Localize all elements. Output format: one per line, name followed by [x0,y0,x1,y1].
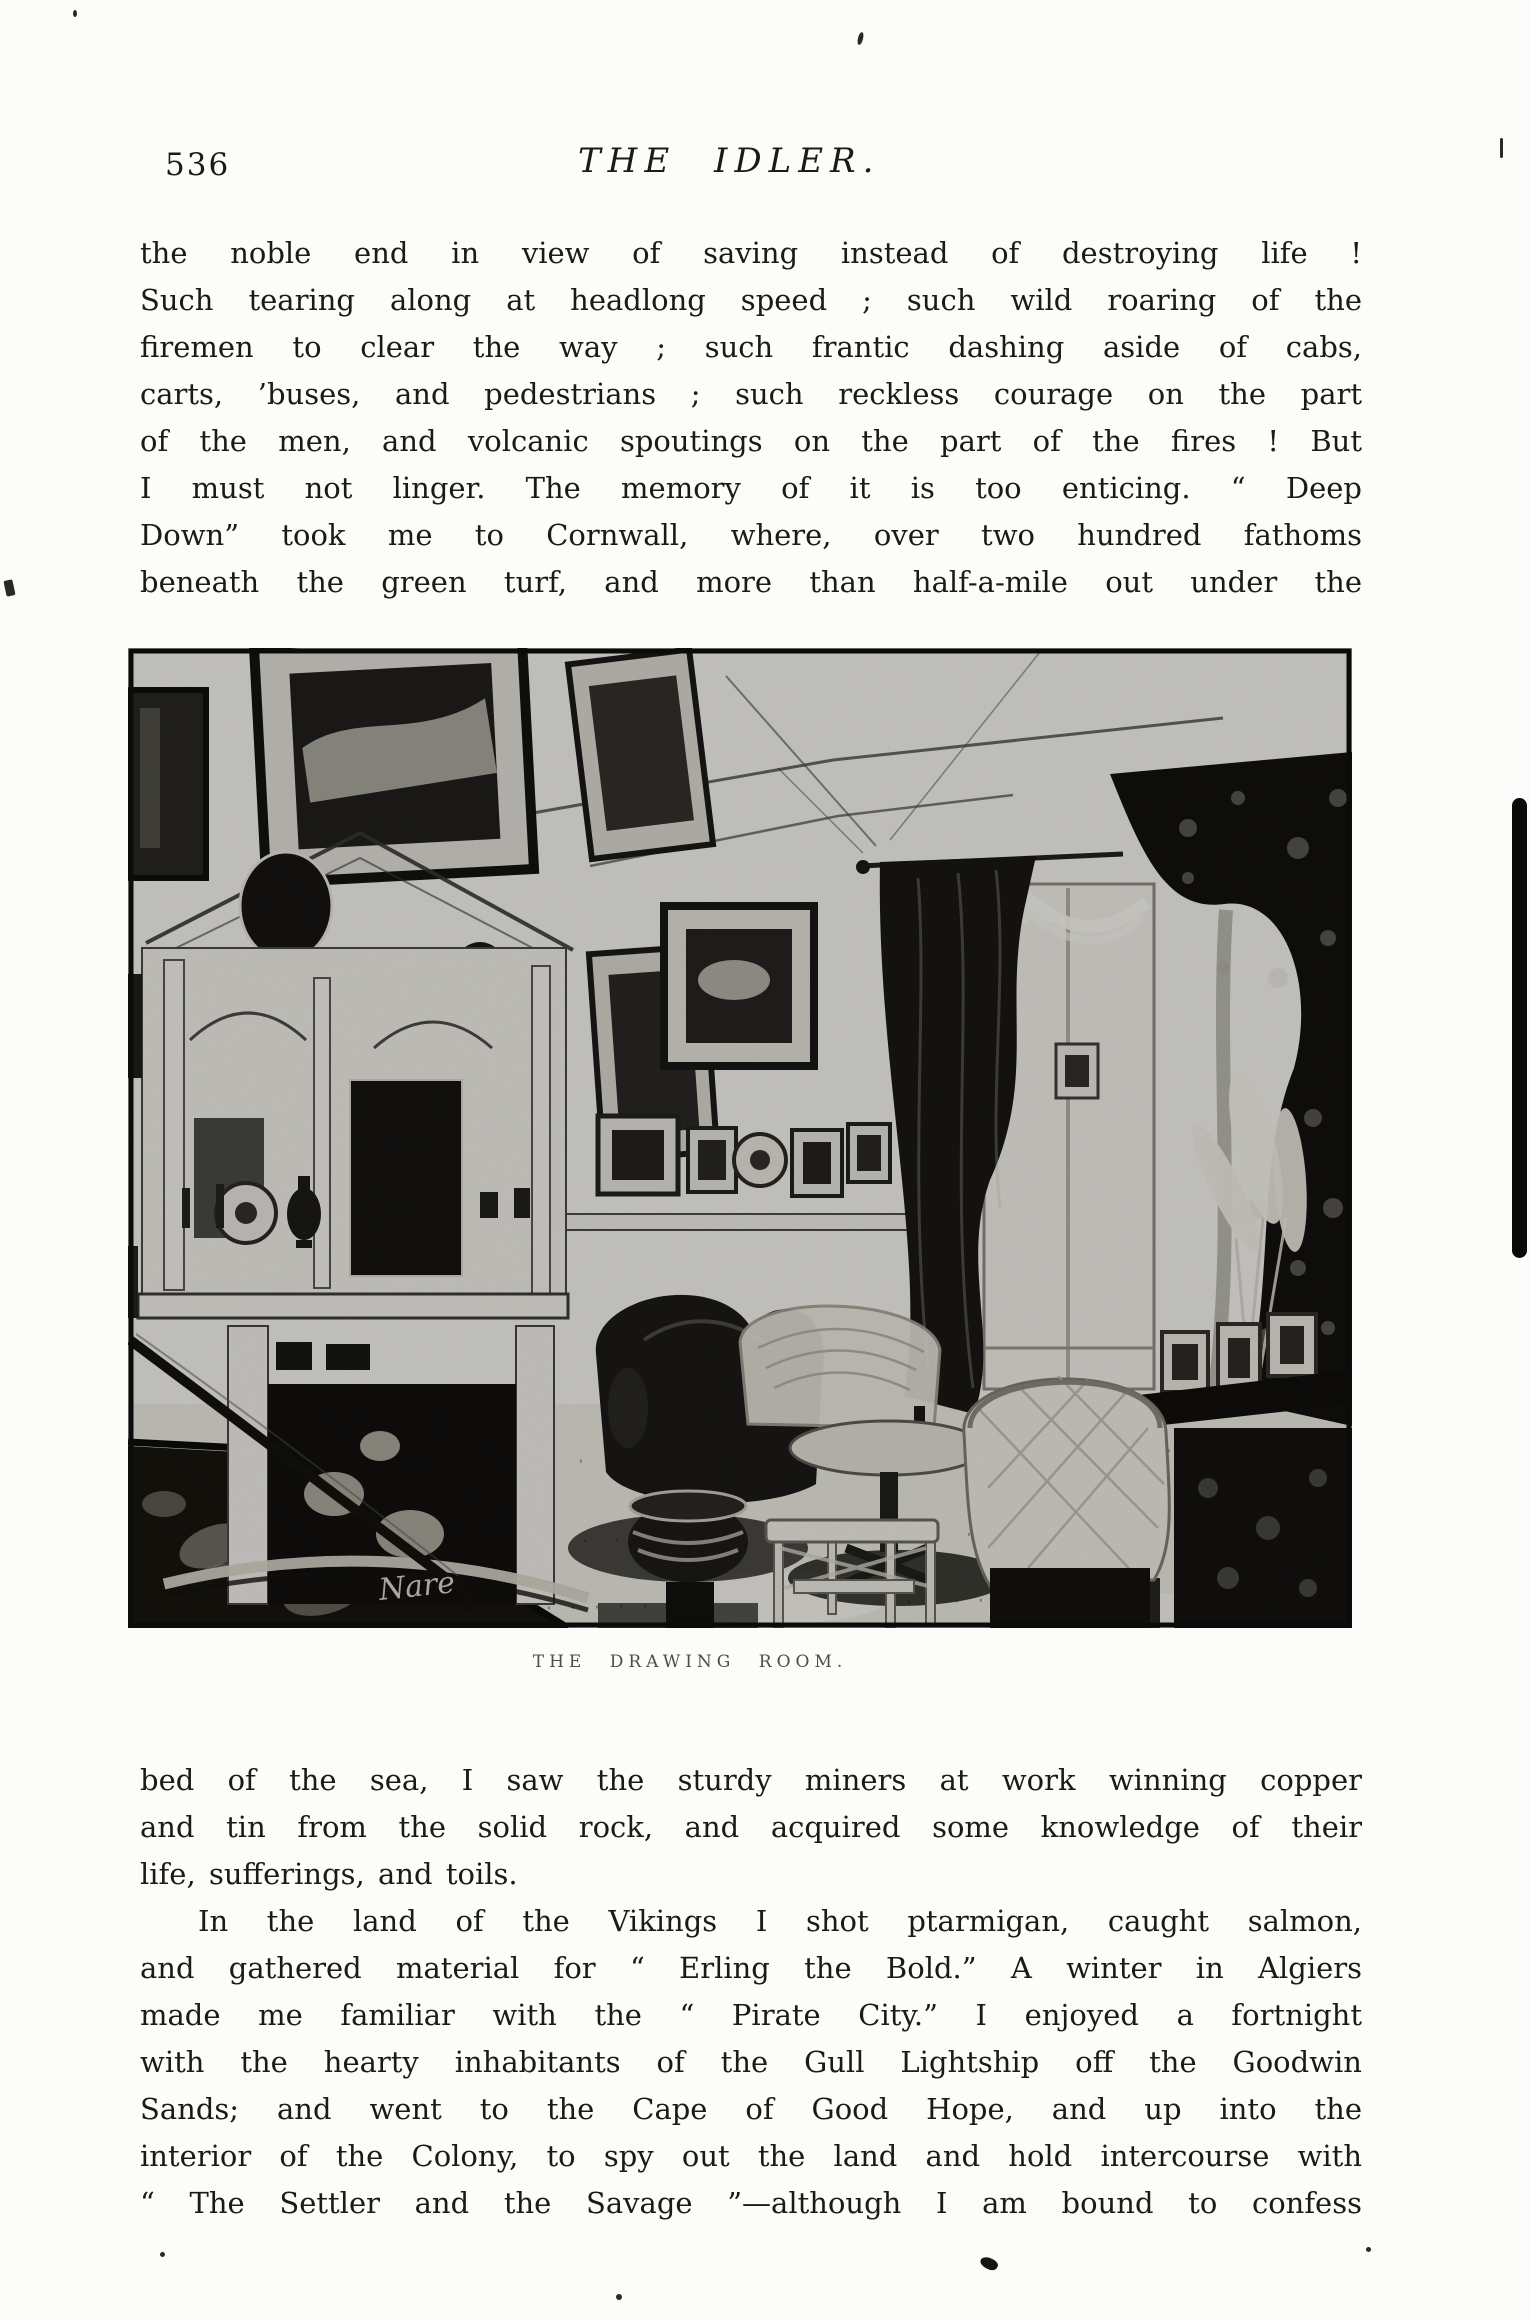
text-line: with the hearty inhabitants of the Gull Lightship off the Goodwin [140,2045,1362,2079]
text-line: the noble end in view of saving instead of destroying life ! [140,236,1362,270]
text-line: bed of the sea, I saw the sturdy miners at work winning copper [140,1763,1362,1797]
text-line: made me familiar with the “ Pirate City.” I enjoyed a fortnight [140,1998,1362,2032]
ink-speck [3,579,15,597]
ink-speck [1366,2247,1371,2252]
text-line: beneath the green turf, and more than half-a-mile out under the [140,565,1362,599]
text-line: of the men, and volcanic spoutings on the part of the fires ! But [140,424,1362,458]
bottom-paragraph [140,1757,1362,2227]
text-line: “ The Settler and the Savage ”—although I am bound to confess [140,2186,1362,2220]
text-line: carts, ’buses, and pedestrians ; such reckless courage on the part [140,377,1362,411]
text-line: Down” took me to Cornwall, where, over two hundred fathoms [140,518,1362,552]
drawing-room-figure [128,648,1352,1628]
ink-speck [978,2254,999,2272]
ink-speck [857,32,865,46]
text-line: Sands; and went to the Cape of Good Hope, and up into the [140,2092,1362,2126]
text-line: life, sufferings, and toils. [140,1857,518,1891]
photographer-signature: Nare [377,1565,457,1608]
text-line: and tin from the solid rock, and acquired some knowledge of their [140,1810,1362,1844]
ink-speck [73,10,77,17]
text-line: firemen to clear the way ; such frantic dashing aside of cabs, [140,330,1362,364]
ink-speck [160,2252,165,2257]
journal-title: THE IDLER. [578,141,881,181]
text-line: interior of the Colony, to spy out the land and hold intercourse with [140,2139,1362,2173]
illustration-caption: THE DRAWING ROOM. [532,1652,848,1672]
halftone-grain [128,648,1352,1628]
ink-speck [616,2294,622,2300]
text-line: In the land of the Vikings I shot ptarmigan, caught salmon, [198,1904,1362,1938]
scan-artifact-bar [1512,798,1527,1258]
drawing-room-photograph [128,648,1352,1628]
text-line: I must not linger. The memory of it is too enticing. “ Deep [140,471,1362,505]
text-line: Such tearing along at headlong speed ; such wild roaring of the [140,283,1362,317]
ink-speck [1500,138,1503,158]
top-paragraph [140,230,1362,606]
page-number: 536 [165,147,231,183]
text-line: and gathered material for “ Erling the Bold.” A winter in Algiers [140,1951,1362,1985]
